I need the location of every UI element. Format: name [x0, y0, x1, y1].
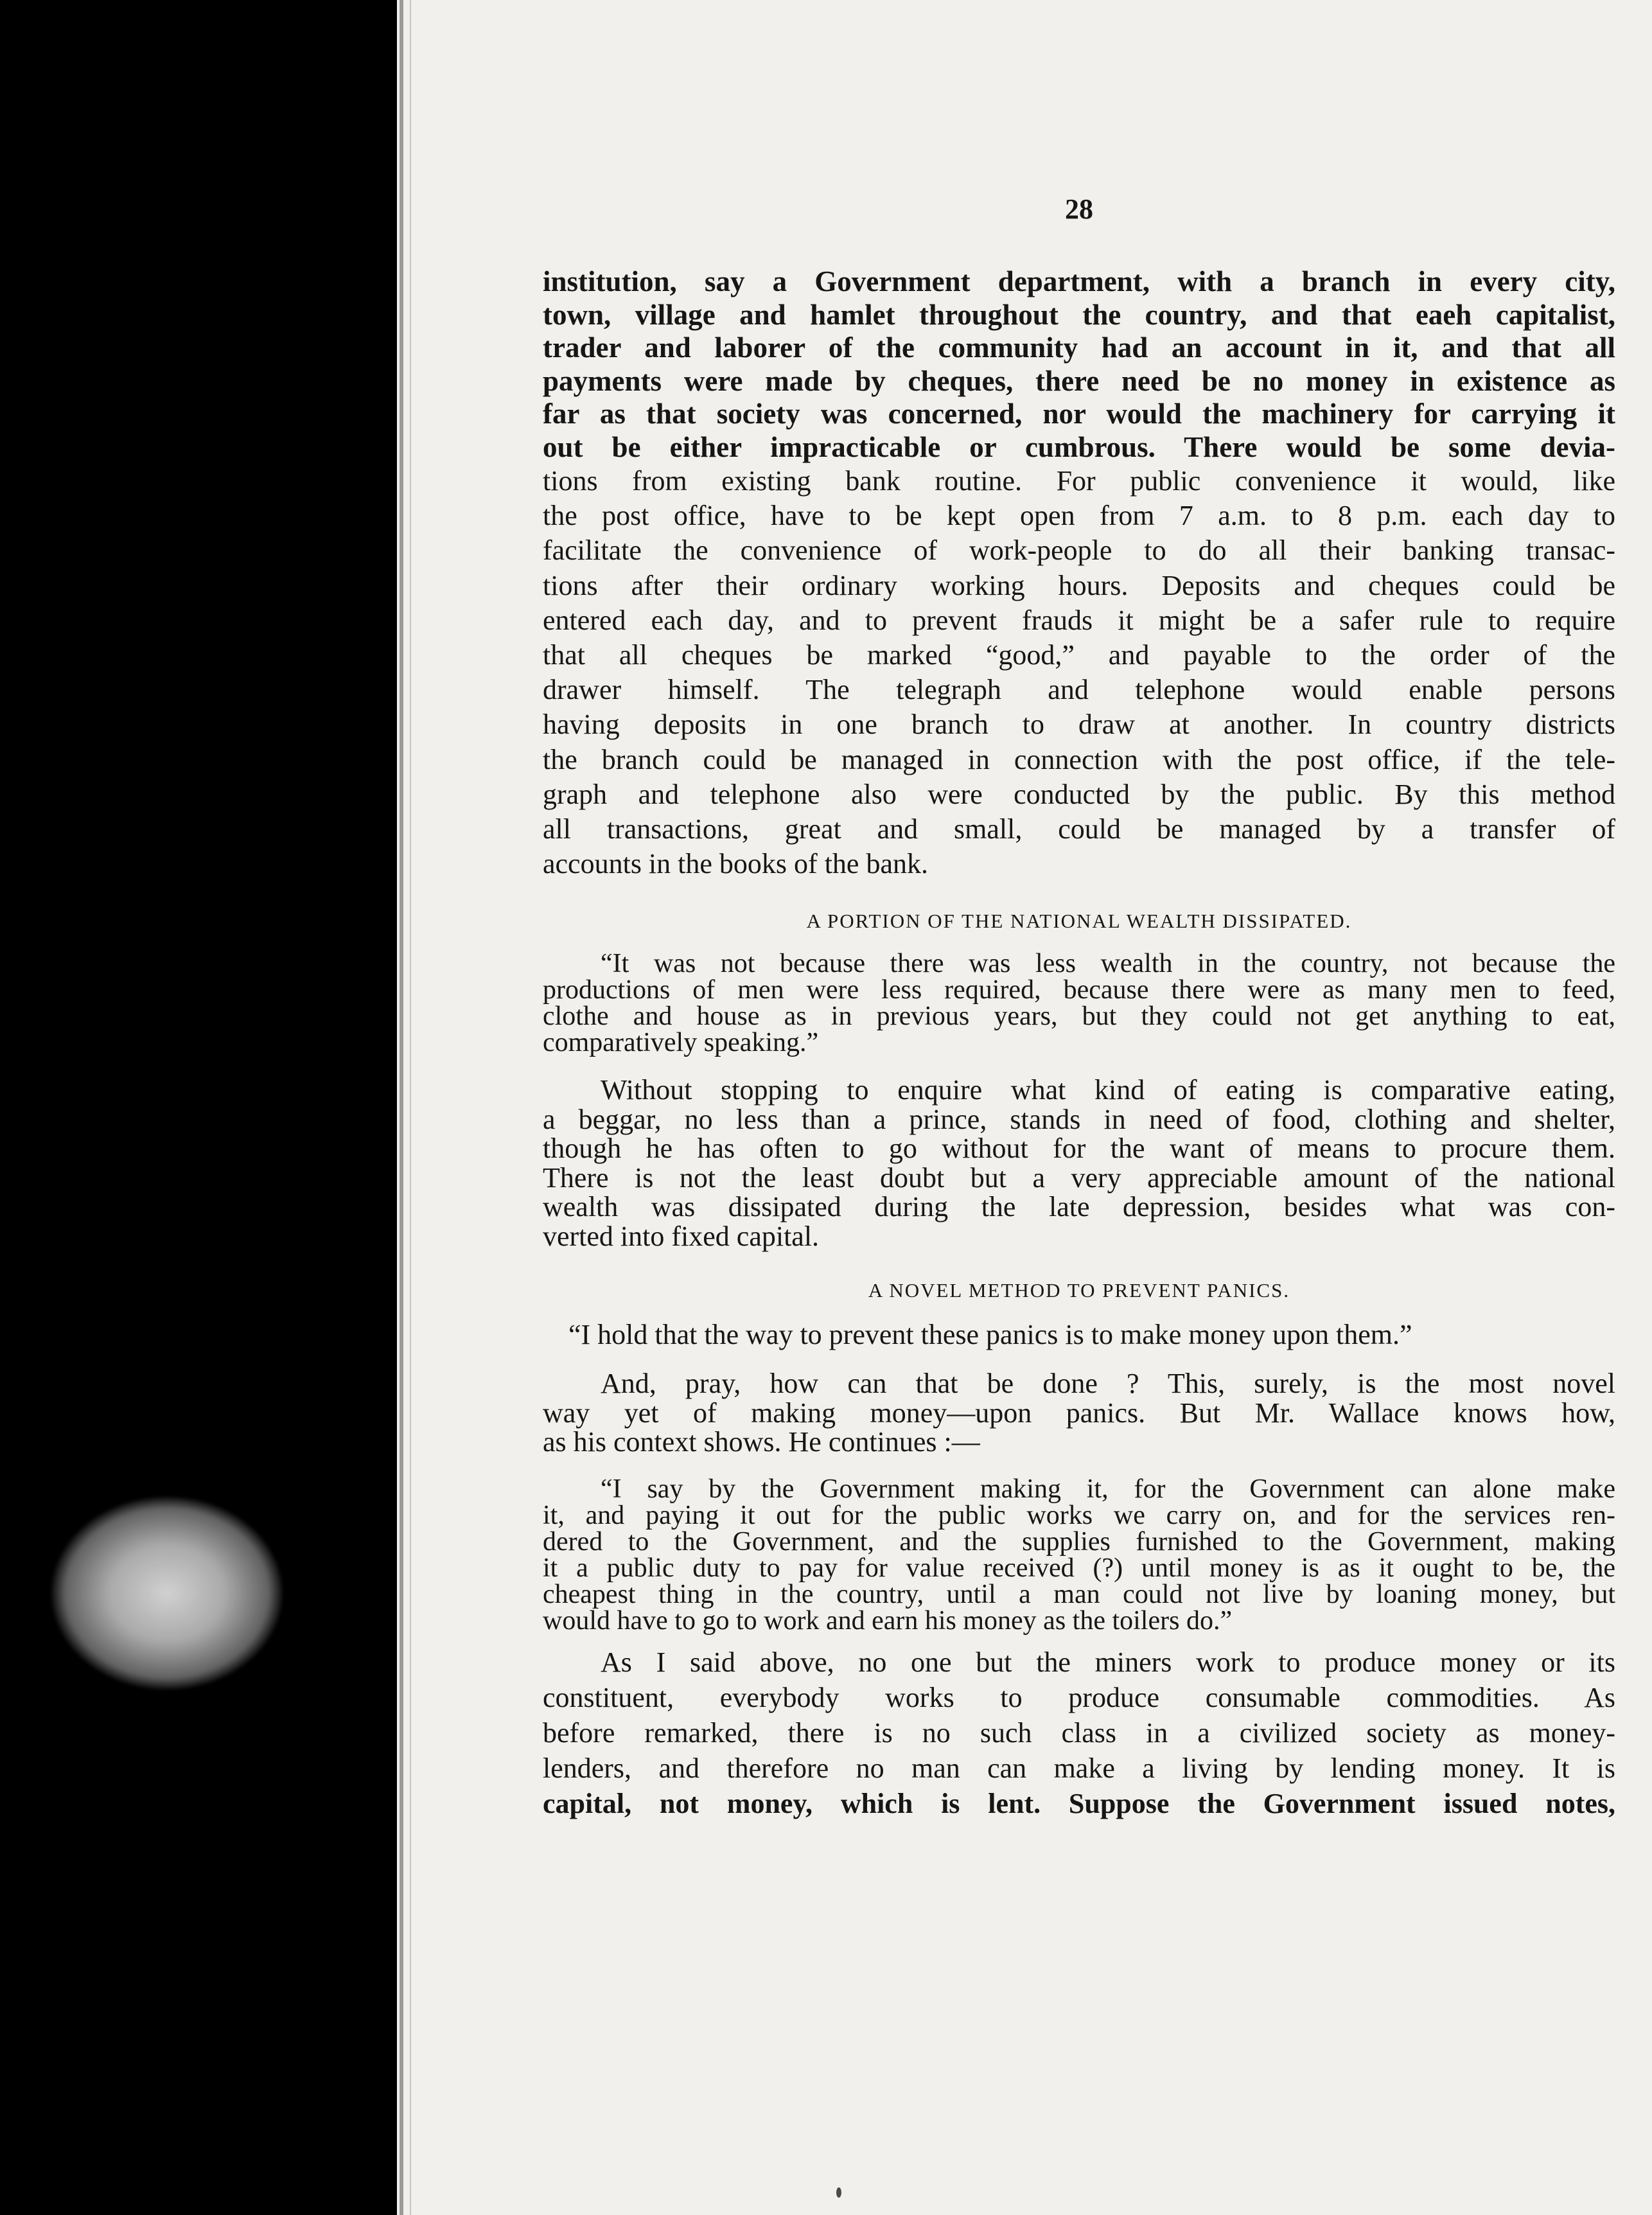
text-line: entered each day, and to prevent frauds it might be a safer rule to require — [543, 604, 1615, 636]
quotation-wealth — [543, 951, 1615, 1056]
text-line: way yet of making money—upon panics. But Mr. Wallace knows how, — [543, 1397, 1615, 1429]
text-line: all transactions, great and small, could be managed by a transfer of — [543, 813, 1615, 845]
text-line: “I say by the Government making it, for the Government can alone make — [601, 1474, 1615, 1504]
page-gutter-shadow — [400, 0, 403, 2215]
text-line: dered to the Government, and the supplies furnished to the Government, making — [543, 1526, 1615, 1557]
text-line: tions from existing bank routine. For public convenience it would, like — [543, 465, 1615, 497]
text-line: verted into fixed capital. — [543, 1220, 820, 1252]
text-line: it a public duty to pay for value received (?) until money is as it ought to be, the — [543, 1553, 1615, 1583]
text-line: capital, not money, which is lent. Suppose the Government issued notes, — [543, 1787, 1615, 1819]
text-line: productions of men were less required, because there were as many men to feed, — [543, 975, 1615, 1005]
paragraph-miners-money — [543, 1645, 1615, 1821]
paragraph-comparative-eating — [543, 1075, 1615, 1251]
quotation-government-making-it — [543, 1476, 1615, 1634]
text-line: it, and paying it out for the public works we carry on, and for the services ren- — [543, 1500, 1615, 1530]
text-line: trader and laborer of the community had an account in it, and that all — [543, 331, 1615, 364]
text-line: lenders, and therefore no man can make a living by lending money. It is — [543, 1752, 1615, 1784]
text-line: facilitate the convenience of work-people to do all their banking transac- — [543, 534, 1615, 567]
text-line: the post office, have to be kept open from 7 a.m. to 8 p.m. each day to — [543, 500, 1615, 532]
text-line: that all cheques be marked “good,” and payable to the order of the — [543, 639, 1615, 671]
scan-speck — [836, 2187, 841, 2198]
scan-debris-blob — [51, 1497, 283, 1690]
text-line: As I said above, no one but the miners work to produce money or its — [601, 1646, 1615, 1678]
text-line: though he has often to go without for the want of means to procure them. — [543, 1133, 1615, 1165]
text-line: clothe and house as in previous years, but they could not get anything to eat, — [543, 1002, 1615, 1032]
text-line: comparatively speaking.” — [543, 1028, 819, 1058]
text-line: out be either impracticable or cumbrous. There would be some devia- — [543, 430, 1615, 463]
text-line: far as that society was concerned, nor would the machinery for carrying it — [543, 398, 1615, 430]
page-number: 28 — [1065, 193, 1093, 225]
text-line: constituent, everybody works to produce consumable commodities. As — [543, 1681, 1615, 1713]
text-line: as his context shows. He continues :— — [543, 1426, 980, 1458]
text-line: There is not the least doubt but a very appreciable amount of the national — [543, 1161, 1615, 1194]
text-line: Without stopping to enquire what kind of eating is comparative eating, — [601, 1074, 1615, 1106]
section-heading-national-wealth: A PORTION OF THE NATIONAL WEALTH DISSIPATED. — [806, 910, 1352, 933]
text-line: institution, say a Government department, with a branch in every city, — [543, 265, 1615, 297]
text-line: would have to go to work and earn his money as the toilers do.” — [543, 1605, 1233, 1636]
text-line: tions after their ordinary working hours. Deposits and cheques could be — [543, 569, 1615, 601]
section-heading-prevent-panics: A NOVEL METHOD TO PREVENT PANICS. — [868, 1279, 1290, 1302]
text-line: having deposits in one branch to draw at another. In country districts — [543, 709, 1615, 741]
page-gutter-edge — [410, 0, 411, 2215]
text-line: cheapest thing in the country, until a man could not live by loaning money, but — [543, 1579, 1615, 1609]
page-text — [543, 193, 1615, 1821]
paragraph-how-can-that-be-done — [543, 1369, 1615, 1457]
text-line: And, pray, how can that be done ? This, surely, is the most novel — [601, 1368, 1615, 1400]
text-line: before remarked, there is no such class in a civilized society as money- — [543, 1716, 1615, 1749]
text-line: wealth was dissipated during the late depression, besides what was con- — [543, 1191, 1615, 1223]
text-line: accounts in the books of the bank. — [543, 848, 928, 880]
text-line: drawer himself. The telegraph and telephone would enable persons — [543, 674, 1615, 706]
text-line: town, village and hamlet throughout the country, and that eaeh capitalist, — [543, 298, 1615, 331]
paragraph-bank-institution-bold — [543, 265, 1615, 464]
paragraph-bank-routine — [543, 464, 1615, 881]
text-line: the branch could be managed in connection with the post office, if the tele- — [543, 743, 1615, 775]
text-line: graph and telephone also were conducted by the public. By this method — [543, 778, 1615, 810]
text-line: payments were made by cheques, there need be no money in existence as — [543, 364, 1615, 397]
text-line: “It was not because there was less wealth in the country, not because the — [601, 949, 1615, 979]
quotation-panics: “I hold that the way to prevent these panics is to make money upon them.” — [568, 1319, 1412, 1351]
text-line: a beggar, no less than a prince, stands in need of food, clothing and shelter, — [543, 1103, 1615, 1135]
